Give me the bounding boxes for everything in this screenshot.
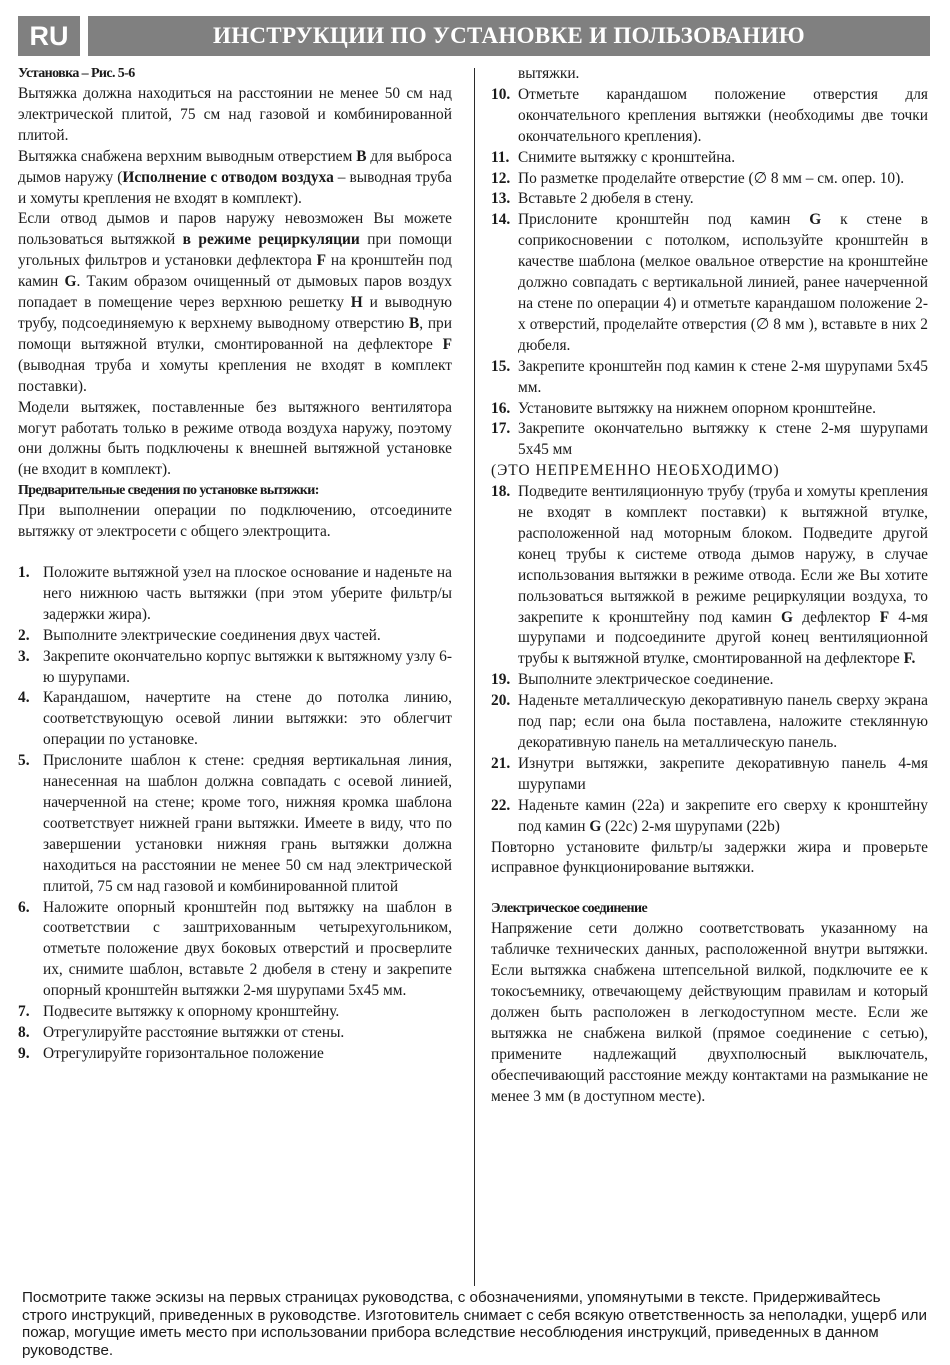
step-item: 18. Подведите вентиляционную трубу (труба и хомуты крепления не входят в комплект поставки) к вытяжной втулке, расположенной над моторным блоком. Подведите другой конец трубы к системе отвода дымов наружу, в случае использования вытяжки в режиме отвода. Если же Вы хотите пользоваться вытяжкой в режиме рециркуляции воздуха, то закрепите к кронштейну под камин G дефлектор F 4-мя шурупами и подсоедините другой конец вентиляционной трубы к вытяжной втулке, смонтированной на дефлекторе F. [491,483,928,668]
step-item: 22. Наденьте камин (22а) и закрепите его сверху к кронштейну под камин G (22с) 2-мя шурупами (22b) [491,796,928,835]
installation-heading: Установка – Рис. 5-6 [18,66,135,81]
preliminary-heading: Предварительные сведения по установке вытяжки: [18,483,319,499]
step-item: 16. Установите вытяжку на нижнем опорном кронштейне. [491,399,876,417]
step-item: 2. Выполните электрические соединения двух частей. [18,626,381,644]
step-item: 20. Наденьте металлическую декоративную панель сверху экрана под пар; если она была поставлена, наложите стеклянную декоративную панель на металлическую панель. [491,692,928,751]
step-item: 5. Прислоните шаблон к стене: средняя вертикальная линия, нанесенная на шаблон должна совпадать с осевой линией, начерченной на стене; кроме того, нижняя кромка шаблона соответствует нижней грани вытяжки. Имеете в виду, что по завершении установки нижняя грань вытяжки должна находиться на расстоянии не менее 50 см над электрической плитой, 75 см над газовой и комбинированной плитой [18,752,452,895]
step-item: 11. Снимите вытяжку с кронштейна. [491,148,736,166]
step-item: 14. Прислоните кронштейн под камин G к стене в соприкосновении с потолком, используйте кронштейн в качестве шаблона (мелкое овальное отверстие на кронштейне должно совпадать с вертикальной линией, ранее начерченной на стене по операции 4) и отметьте карандашом положение 2-х отверстий, проделайте отверстия (∅ 8 мм ), вставьте в них 2 дюбеля. [491,211,928,354]
important-note: (ЭТО НЕПРЕМЕННО НЕОБХОДИМО) [491,462,780,480]
step-item: 17. Закрепите окончательно вытяжку к стене 2-мя шурупами 5x45 мм [491,420,928,459]
step-item: 8. Отрегулируйте расстояние вытяжки от стены. [18,1023,345,1041]
step-item: 21. Изнутри вытяжки, закрепите декоративную панель 4-мя шурупами [491,754,928,793]
step-item: 19. Выполните электрическое соединение. [491,671,774,689]
step-item: 13. Вставьте 2 дюбеля в стену. [491,190,694,208]
steps-list-left [18,563,452,1065]
step-item: 9. Отрегулируйте горизонтальное положение [18,1044,324,1062]
electrical-heading: Электрическое соединение [491,901,648,917]
paragraph-recirculation-mode: Если отвод дымов и паров наружу невозможен Вы можете пользоваться вытяжкой в режиме рециркуляции при помощи угольных фильтров и установки дефлектора F на кронштейн под камин G. Таким образом очищенный от дымовых паров воздух попадает в помещение через верхнюю решетку H и выводную трубу, подсоединяемую к верхнему выводному отверстию B, при помощи вытяжной втулки, смонтированной на дефлекторе F (выводная труба и хомуты крепления не входят в комплект поставки). [18,210,453,395]
step-item: 6. Наложите опорный кронштейн под вытяжку на шаблон в соответствии с заштрихованным четырехугольником, отметьте положение двух боковых отверстий и просверлите их, снимите шаблон, вставьте 2 дюбеля в стену и закрепите опорный кронштейн вытяжки 2-мя шурупами 5x45 мм. [18,898,452,1000]
right-column [491,64,928,1108]
steps-list-right [491,85,928,461]
step-item: 7. Подвесите вытяжку к опорному кронштейну. [18,1003,340,1021]
step-item: 3. Закрепите окончательно корпус вытяжки к вытяжному узлу 6-ю шурупами. [18,647,452,686]
language-badge: RU [18,16,80,56]
left-column [18,64,452,1065]
step-item: 4. Карандашом, начертите на стене до потолка линию, соответствующую осевой линии вытяжки: это облегчит операции по установке. [18,689,452,749]
step-item: 10. Отметьте карандашом положение отверстия для окончательного крепления вытяжки (необходимы две точки окончательного крепления). [491,85,928,145]
paragraph-refit-filters: Повторно установите фильтр/ы задержки жира и проверьте исправное функционирование вытяжки. [491,838,928,877]
steps-list-right-2 [491,482,928,837]
paragraph-exhaust-mode: Вытяжка снабжена верхним выводным отверстием B для выброса дымов наружу (Исполнение с отводом воздуха – выводная труба и хомуты крепления не входят в комплект). [18,147,453,207]
footer-note: Посмотрите также эскизы на первых страницах руководства, с обозначениями, упомянутыми в тексте. Придерживайтесь строго инструкций, приведенных в руководстве. Изготовитель снимает с себя всякую ответственность за неполадки, ущерб или пожар, могущие иметь место при использовании прибора вследствие несоблюдения инструкций, приведенных в данном руководстве. [22,1289,927,1359]
paragraph-distance: Вытяжка должна находиться на расстоянии не менее 50 см над электрической плитой, 75 см над газовой и комбинированной плитой. [18,85,452,144]
paragraph-electrical: Напряжение сети должно соответствовать указанному на табличке технических данных, расположенной внутри вытяжки. Если вытяжка снабжена штепсельной вилкой, подключите ее к токосъемнику, отвечающему действующим правилам и который должен быть расположен в легкодоступном месте. Если же вытяжка не снабжена вилкой (прямое соединение с сетью), примените надлежащий двухполюсный выключатель, обеспечивающий расстояние между контактами на размыкание не менее 3 мм (в доступном месте). [491,920,928,1105]
page-title: ИНСТРУКЦИИ ПО УСТАНОВКЕ И ПОЛЬЗОВАНИЮ [88,16,930,56]
paragraph-models-without-fan: Модели вытяжек, поставленные без вытяжного вентилятора могут работать только в режиме отвода воздуха наружу, поэтому они должны быть подключены к внешней вытяжной установке (не входит в комплект). [18,398,452,479]
step-item: 15. Закрепите кронштейн под камин к стене 2-мя шурупами 5x45 мм. [491,357,928,396]
step-item: 12. По разметке проделайте отверстие (∅ 8 мм – см. опер. 10). [491,169,905,187]
step9-continuation: вытяжки. [518,65,580,82]
paragraph-disconnect: При выполнении операции по подключению, отсоедините вытяжку от электросети с общего электрощита. [18,502,452,541]
column-divider [474,68,475,1286]
step-item: 1. Положите вытяжной узел на плоское основание и наденьте на него нижнюю часть вытяжки (при этом уберите фильтр/ы задержки жира). [18,564,452,623]
page-header [18,16,930,56]
